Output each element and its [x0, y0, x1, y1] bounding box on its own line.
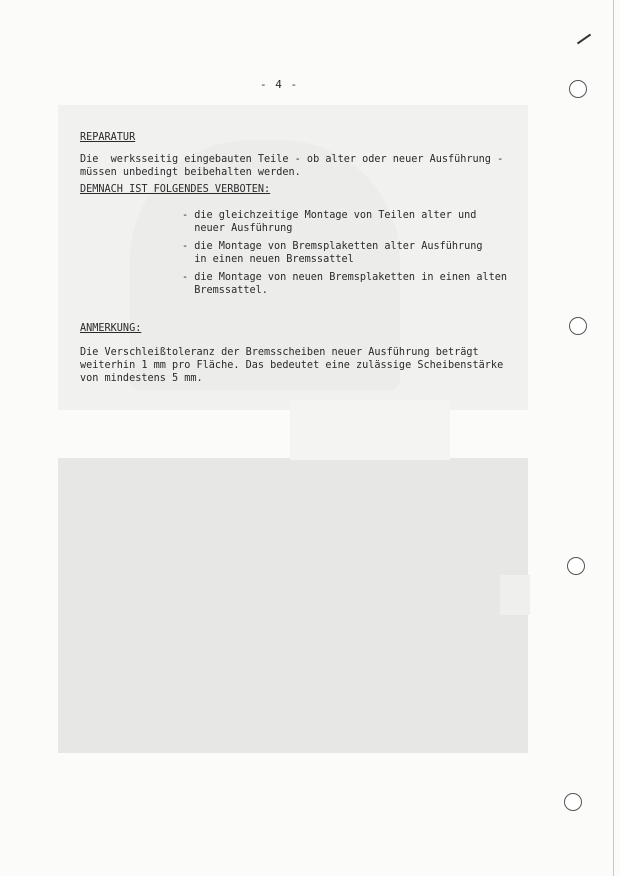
reparatur-text-line: Die werksseitig eingebauten Teile - ob alter oder neuer Ausführung -: [80, 154, 504, 165]
punch-hole: [567, 557, 585, 575]
verboten-heading: DEMNACH IST FOLGENDES VERBOTEN:: [80, 184, 271, 195]
bleed-through-shade: [290, 400, 450, 460]
punch-hole: [569, 317, 587, 335]
punch-hole: [564, 793, 582, 811]
verboten-item-line: Bremssattel.: [182, 285, 268, 296]
anmerkung-text-line: weiterhin 1 mm pro Fläche. Das bedeutet eine zulässige Scheibenstärke: [80, 360, 504, 371]
punch-hole: [569, 80, 587, 98]
verboten-item-line: - die Montage von Bremsplaketten alter Ausführung: [182, 241, 483, 252]
page-edge: [613, 0, 614, 876]
page-number: - 4 -: [260, 78, 299, 91]
anmerkung-text-line: von mindestens 5 mm.: [80, 373, 203, 384]
verboten-item-line: neuer Ausführung: [182, 223, 293, 234]
anmerkung-heading: ANMERKUNG:: [80, 323, 142, 334]
bleed-through-shade: [500, 575, 530, 615]
reparatur-heading: REPARATUR: [80, 132, 136, 143]
verboten-item-line: - die Montage von neuen Bremsplaketten in einen alten: [182, 272, 508, 283]
verboten-item-line: - die gleichzeitige Montage von Teilen alter und: [182, 210, 477, 221]
anmerkung-text-line: Die Verschleißtoleranz der Bremsscheiben neuer Ausführung beträgt: [80, 347, 479, 358]
pen-mark: [577, 34, 591, 45]
verboten-item-line: in einen neuen Bremssattel: [182, 254, 354, 265]
reparatur-text-line: müssen unbedingt beibehalten werden.: [80, 167, 301, 178]
bleed-through-shade: [58, 458, 528, 753]
